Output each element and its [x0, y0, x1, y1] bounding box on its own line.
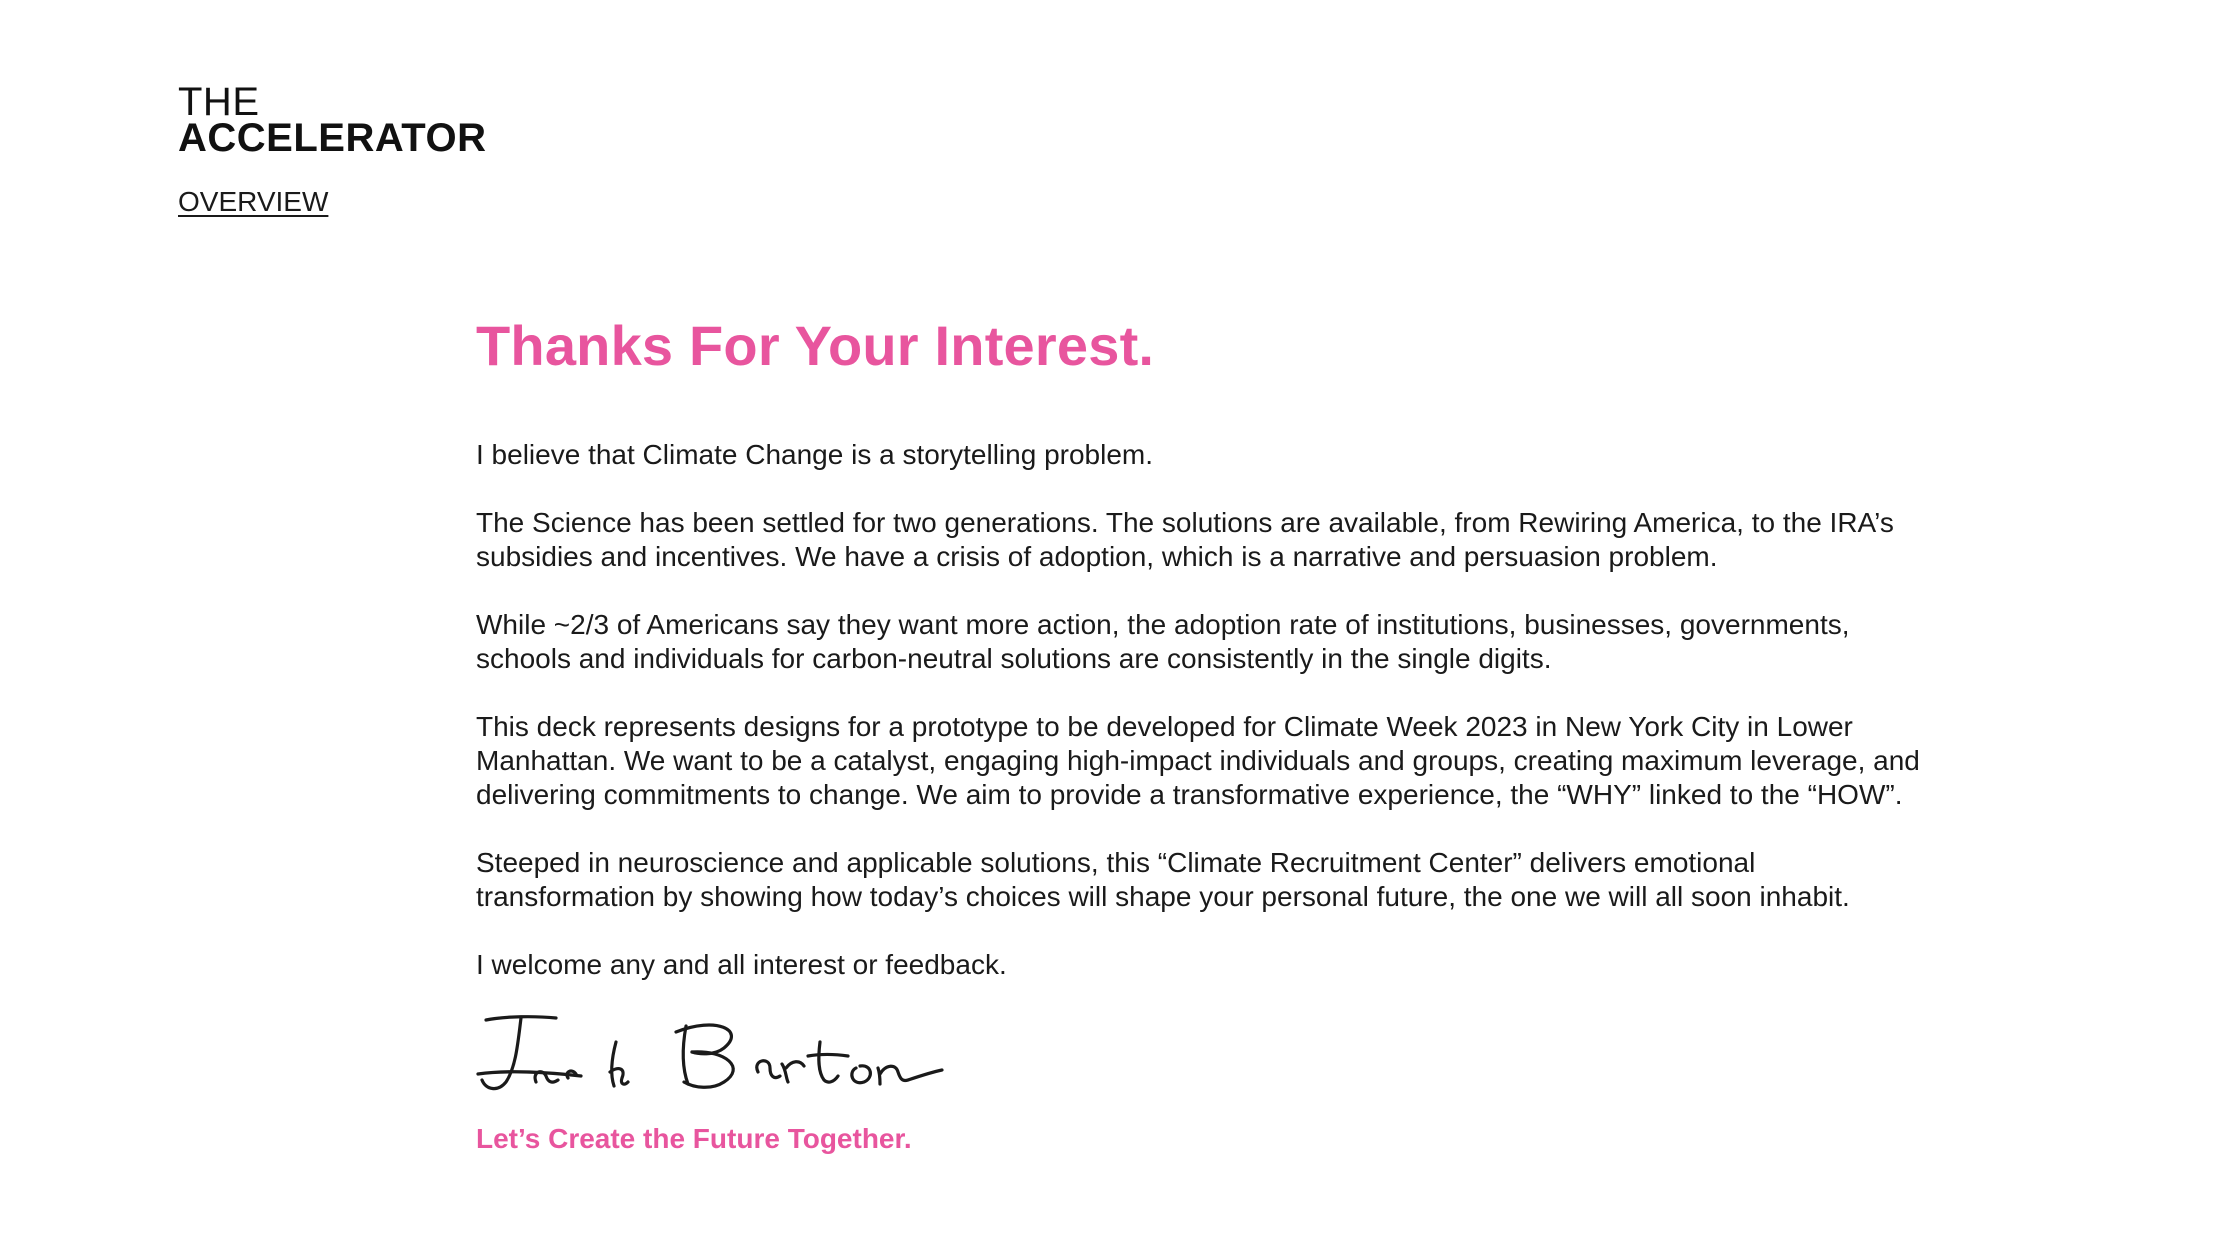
brand-line-the: THE: [178, 80, 260, 124]
paragraph-5: Steeped in neuroscience and applicable solutions, this “Climate Recruitment Center” delivers emotional transformation by showing how today’s choices will shape your personal future, the one we will all soon inhabit.: [476, 847, 1850, 912]
handwritten-signature: [476, 1012, 946, 1102]
paragraph-6: I welcome any and all interest or feedback.: [476, 949, 1007, 980]
brand-logo: [178, 80, 487, 160]
paragraph-3: While ~2/3 of Americans say they want more action, the adoption rate of institutions, businesses, governments, schools and individuals for carbon-neutral solutions are consistently in the single digits.: [476, 609, 1850, 674]
letter-content: [476, 312, 1936, 1156]
paragraph-4: This deck represents designs for a prototype to be developed for Climate Week 2023 in New York City in Lower Manhattan. We want to be a catalyst, engaging high-impact individuals and groups, creating maximum leverage, and delivering commitments to change. We aim to provide a transformative experience, the “WHY” linked to the “HOW”.: [476, 711, 1920, 810]
paragraph-1: I believe that Climate Change is a storytelling problem.: [476, 439, 1154, 470]
nav-overview-link[interactable]: OVERVIEW: [178, 186, 329, 217]
page-title: Thanks For Your Interest.: [476, 314, 1155, 377]
paragraph-2: The Science has been settled for two generations. The solutions are available, from Rewiring America, to the IRA’s subsidies and incentives. We have a crisis of adoption, which is a narrative and persuasion problem.: [476, 507, 1894, 572]
brand-line-accelerator: ACCELERATOR: [178, 116, 487, 160]
closing-tagline: Let’s Create the Future Together.: [476, 1123, 912, 1154]
